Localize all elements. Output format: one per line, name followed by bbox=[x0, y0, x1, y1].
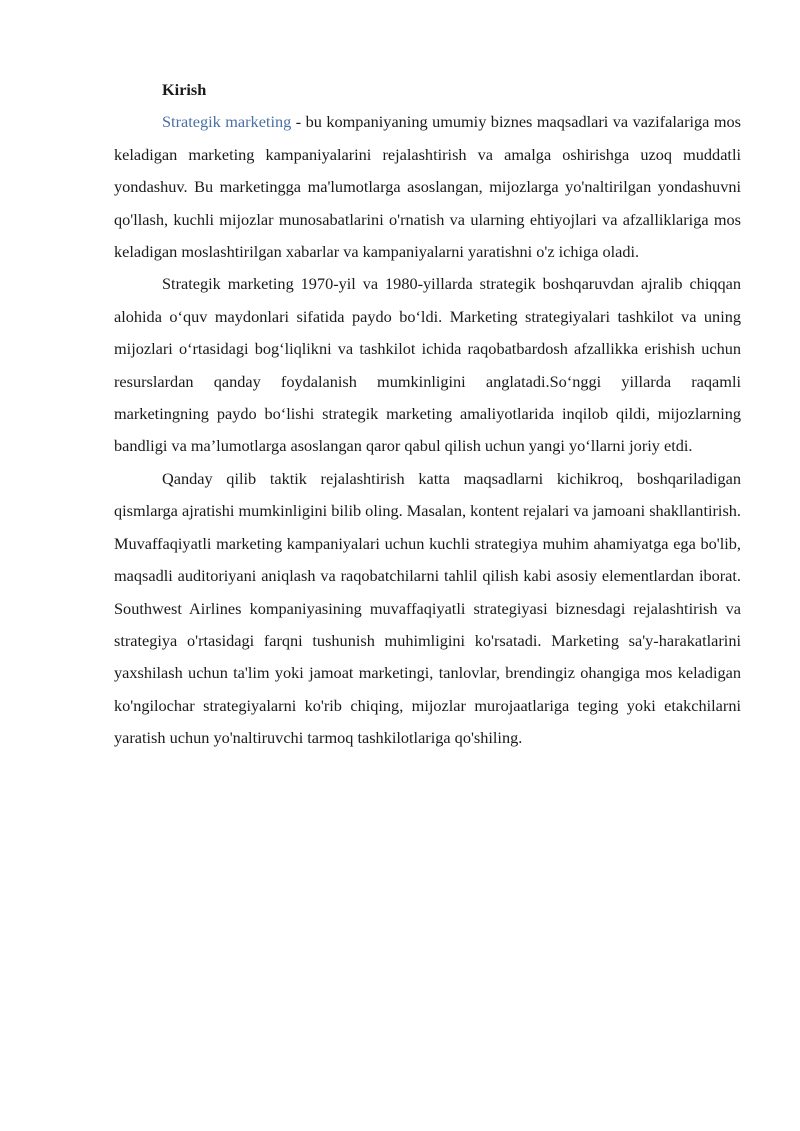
section-heading: Kirish bbox=[162, 80, 207, 99]
paragraph-intro bbox=[114, 106, 741, 268]
paragraph-tactics: Qanday qilib taktik rejalashtirish katta maqsadlarni kichikroq, boshqariladigan qismlarga ajratishi mumkinligini bilib oling. Masalan, kontent rejalari va jamoani shakllantirish. Muvaffaqiyatli marketing kampaniyalari uchun kuchli strategiya muhim ahamiyatga ega bo'lib, maqsadli auditoriyani aniqlash va raqobatchilarni tahlil qilish kabi asosiy elementlardan iborat. Southwest Airlines kompaniyasining muvaffaqiyatli strategiyasi biznesdagi rejalashtirish va strategiya o'rtasidagi farqni tushunish muhimligini ko'rsatadi. Marketing sa'y-harakatlarini yaxshilash uchun ta'lim yoki jamoat marketingi, tanlovlar, brendingiz ohangiga mos keladigan ko'ngilochar strategiyalarni ko'rib chiqing, mijozlar murojaatlariga teging yoki etakchilarni yaratish uchun yo'naltiruvchi tarmoq tashkilotlariga qo'shiling. bbox=[114, 468, 741, 748]
strategic-marketing-link[interactable]: Strategik marketing bbox=[162, 112, 292, 132]
paragraph-history: Strategik marketing 1970-yil va 1980-yillarda strategik boshqaruvdan ajralib chiqqan alohida oʻquv maydonlari sifatida paydo boʻldi. Marketing strategiyalari tashkilot va uning mijozlari oʻrtasidagi bogʻliqlikni va tashkilot ichida raqobatbardosh afzallikka erishish uchun resurslardan qanday foydalanish mumkinligini anglatadi.Soʻnggi yillarda raqamli marketingning paydo boʻlishi strategik marketing amaliyotlarida inqilob qildi, mijozlarning bandligi va maʼlumotlarga asoslangan qaror qabul qilish uchun yangi yoʻllarni joriy etdi. bbox=[114, 274, 741, 456]
document-body bbox=[114, 74, 741, 755]
paragraph-intro-text: - bu kompaniyaning umumiy biznes maqsadlari va vazifalariga mos keladigan marketing kampaniyalarini rejalashtirish va amalga oshirishga uzoq muddatli yondashuv. Bu marketingga ma'lumotlarga asoslangan, mijozlarga yo'naltirilgan yondashuvni qo'llash, kuchli mijozlar munosabatlarini o'rnatish va ularning ehtiyojlari va afzalliklariga mos keladigan moslashtirilgan xabarlar va kampaniyalarni yaratishni o'z ichiga oladi. bbox=[114, 112, 741, 262]
